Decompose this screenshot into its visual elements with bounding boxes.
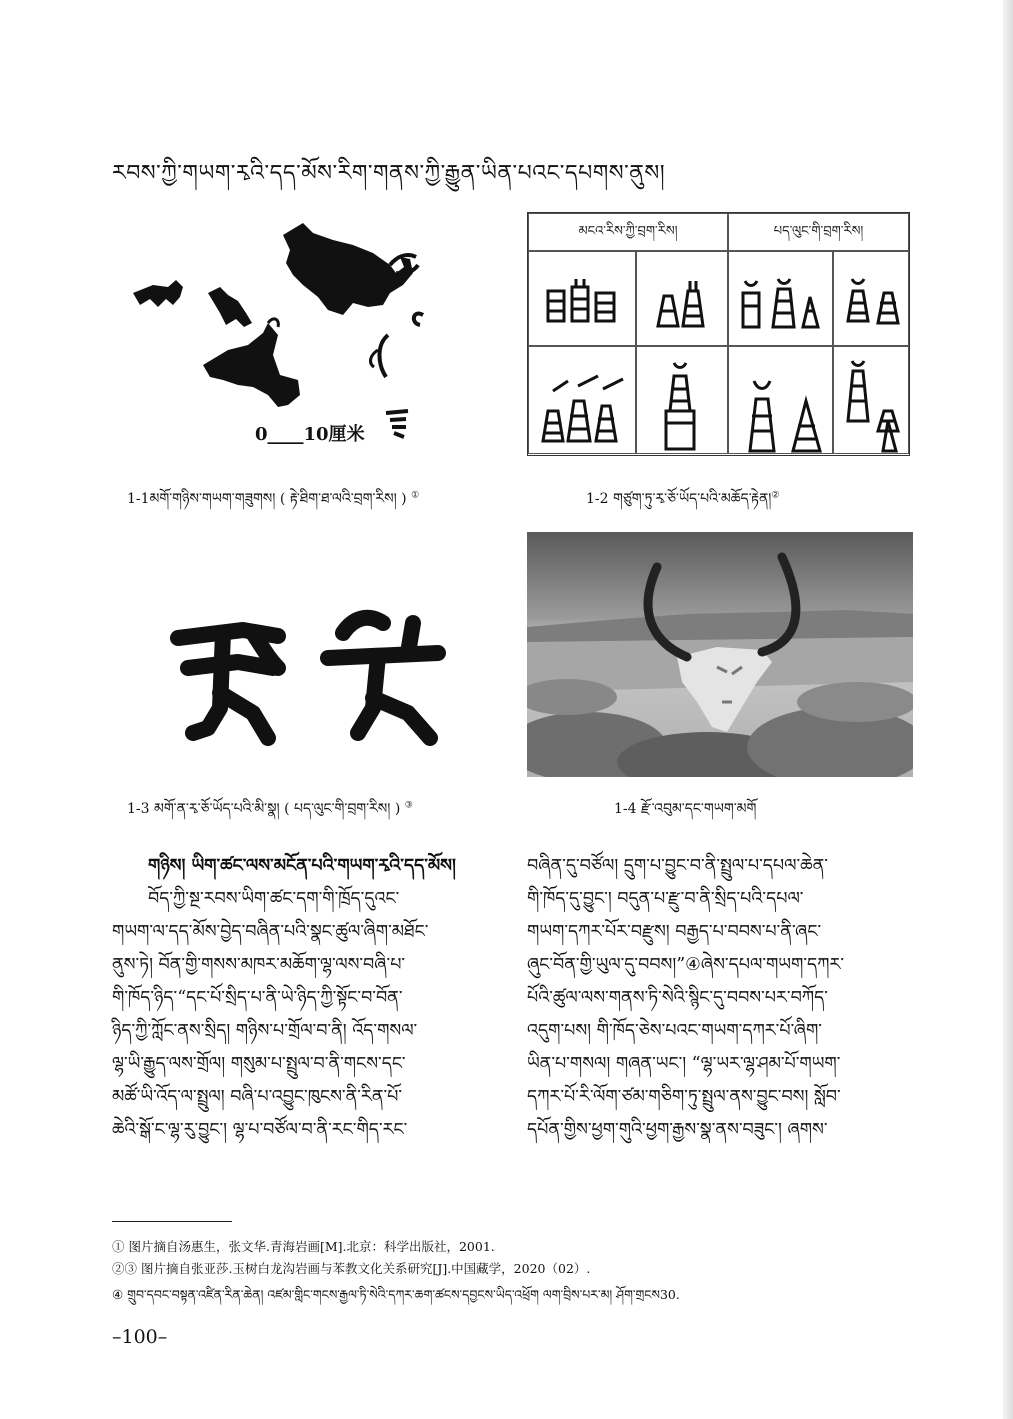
left-col-line: གི་ཁོད་ཉིད་“དང་པོ་སྲིད་པ་ནི་ཡེ་ཉིད་ཀྱི་སྟོང་བ་བོན་ (112, 988, 403, 1008)
caption-fig-1-3: 1-3 མགོ་ན་རྭ་ཅོ་ཡོད་པའི་མི་སྣ། ( པད་ལུང་གི་བྲག་རིས། ) ③ (127, 800, 413, 817)
footnote-2-3: ②③ 图片摘自张亚莎.玉树白龙沟岩画与苯教文化关系研究[J].中国藏学，2020（02）. (112, 1261, 591, 1276)
top-heading: རབས་ཀྱི་གཡག་རྭའི་དད་མོས་རིག་གནས་ཀྱི་རྒྱུན་ཡིན་པའང་དཔགས་ནུས། (112, 161, 666, 186)
stupa-drawings (528, 251, 909, 454)
left-col-line: ལྷ་ཡི་རྒྱུད་ལས་གྲོལ། གསུམ་པ་སྤྲུལ་བ་ནི་གངས་དང་ (112, 1054, 406, 1074)
caption-fig-1-4: 1-4 རྫོ་འབུམ་དང་གཡག་མགོ (614, 801, 757, 817)
left-col-line: མཚོ་ཡི་འོད་ལ་སྤྲུལ། བཞི་པ་འབྱུང་ཁུངས་ནི་རིན་པོ་ (112, 1087, 403, 1107)
page-edge-shadow (1003, 0, 1013, 1419)
scale-bar-label: 0____10厘米 (255, 424, 365, 445)
left-col-line: གཡག་ལ་དད་མོས་བྱེད་བཞིན་པའི་སྣང་ཚུལ་ཞིག་མཐོང་ (112, 922, 429, 942)
figure-rock-art-yaks (128, 215, 428, 450)
caption-fig-1-2: 1-2 གཙུག་ཏུ་རྭ་ཅོ་ཡོད་པའི་མཆོད་རྟེན།② (586, 490, 780, 507)
page-number: –100– (112, 1326, 168, 1348)
caption-fig-1-1: 1-1མགོ་གཉིས་གཡག་གཟུགས། ( རྟེ་ཐིག་ཐ་ལའི་བྲག་རིས། ) ① (127, 490, 420, 507)
right-col-line: འདུག་པས། གི་ཁོད་ཅེས་པའང་གཡག་དཀར་པོ་ཞིག་ (527, 1021, 822, 1041)
left-col-line: བོད་ཀྱི་སྔ་རབས་ཡིག་ཚང་དག་གི་ཁྲོད་དུའང་ (148, 889, 400, 909)
table-header-ngari: མངའ་རིས་ཀྱི་བྲག་རིས། (528, 213, 728, 251)
left-col-line: ཆེའི་སྒོ་ང་ལྷ་རུ་བྱུང་། ལྷ་པ་བཙོལ་བ་ནི་རང་གིད་རང་ (112, 1120, 408, 1140)
footnote-divider (112, 1221, 232, 1222)
section-title: གཉིས། ཡིག་ཚང་ལས་མངོན་པའི་གཡག་རྭའི་དད་མོས། (148, 856, 456, 876)
large-yak-shape (283, 223, 413, 315)
figure-horned-human-figures (168, 598, 458, 748)
right-col-line: ཡིན་པ་གསལ། གཞན་ཡང་། “ལྷ་ཡར་ལྷ་ཤམ་པོ་གཡག་ (527, 1054, 841, 1074)
right-col-line: དཔོན་གྱིས་ཕྱག་གུའི་ཕྱག་རྒྱས་སྣ་ནས་བཟུང་། ཞགས་ (527, 1120, 828, 1140)
footnote-1: ① 图片摘自汤惠生，张文华.青海岩画[M].北京：科学出版社，2001. (112, 1239, 495, 1254)
left-col-line: ནུས་ཏེ། བོན་གྱི་གསས་མཁར་མཆོག་ལྷ་ལས་བཞི་པ་ (112, 955, 406, 975)
right-col-line: ཞུང་བོན་གྱི་ཡུལ་དུ་བབས།”④ཞེས་དཔལ་གཡག་དཀར་ (527, 955, 845, 975)
dog-shape (208, 287, 252, 327)
two-headed-yak-shape (203, 323, 300, 407)
right-col-line: པོའི་ཚུལ་ལས་གནས་ཏི་སེའི་སྙིང་དུ་བབས་པར་བཀོད་ (527, 988, 828, 1008)
table-header-padlung: པད་ལུང་གི་བྲག་རིས། (728, 213, 909, 251)
right-col-line: དཀར་པོ་རི་ལོག་ཙམ་གཅིག་ཏུ་སྤྲུལ་ནས་བྱུང་བས། སློབ་ (527, 1087, 841, 1107)
small-goat-shape (133, 280, 183, 307)
left-col-line: ཉིད་ཀྱི་ཀློང་ནས་སྲིད། གཉིས་པ་གྲོལ་བ་ནི། འོད་གསལ་ (112, 1021, 418, 1041)
right-col-line: བཞིན་དུ་བཙོལ། དྲུག་པ་བྱུང་བ་ནི་སྤྲུལ་པ་དཔལ་ཆེན་ (527, 856, 828, 876)
figure-stupa-table (527, 212, 910, 456)
right-col-line: གི་ཁོད་དུ་བྱུང་། བདུན་པ་རྫུ་བ་ནི་སྲིད་པའི་དཔལ་ (527, 889, 804, 909)
photo-yak-skull (527, 532, 913, 777)
footnote-4: ④ གྲུབ་དབང་བསྟན་འཛིན་རིན་ཆེན། འཛམ་གླིང་གངས་རྒྱལ་ཏི་སེའི་དཀར་ཆག་ཚངས་དབྱངས་ཡིད་འཕྲོག ལག་བྲིས་པར་མ། ཤོག་གྲངས30. (112, 1287, 680, 1302)
right-col-line: གཡག་དཀར་པོར་བརྫུས། བརྒྱད་པ་བབས་པ་ནི་ཞང་ (527, 922, 822, 942)
